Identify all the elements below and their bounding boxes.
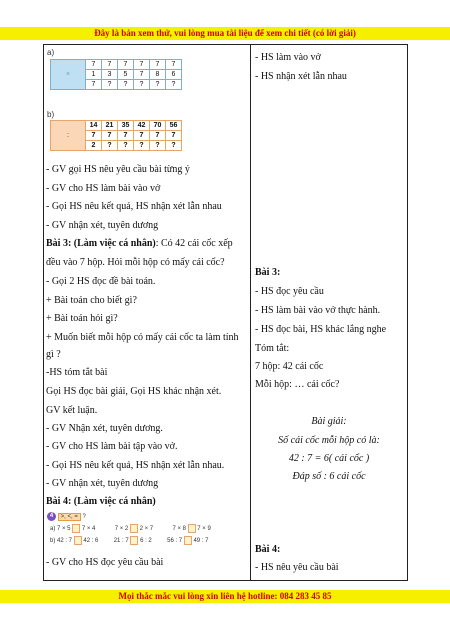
question-mark: ? [82, 514, 86, 521]
text-line: - HS nhận xét lẫn nhau [255, 71, 347, 82]
cell: 7 [166, 131, 182, 141]
text-line: + Bài toán hỏi gì? [46, 313, 118, 324]
cell: 5 [118, 70, 134, 80]
answer-box [130, 536, 138, 545]
cell: 35 [118, 121, 134, 131]
text-line: - HS đọc yêu cầu [255, 286, 324, 297]
text-line: + Bài toán cho biết gì? [46, 295, 137, 306]
expression: a) 7 × 5 [50, 526, 71, 533]
cell: 7 [102, 131, 118, 141]
text-line: - GV cho HS làm bài tập vào vở. [46, 441, 178, 452]
text-line: -HS tóm tắt bài [46, 367, 108, 378]
exercise-4-heading: Bài 4: (Làm việc cá nhân) [46, 496, 156, 507]
text-line: 7 hộp: 42 cái cốc [255, 361, 324, 372]
cell: ? [150, 80, 166, 90]
comparison-operators: >, <, = [58, 513, 81, 521]
expression: 2 × 7 [139, 526, 154, 533]
expression: 7 × 9 [197, 526, 211, 533]
cell: 1 [86, 70, 102, 80]
division-table [50, 120, 182, 151]
cell: 14 [86, 121, 102, 131]
cell: 7 [118, 60, 134, 70]
text-line: - GV Nhận xét, tuyên dương. [46, 423, 163, 434]
text-line: + Muốn biết mỗi hộp có mấy cái cốc ta làm tính [46, 332, 239, 343]
cell: 7 [134, 70, 150, 80]
text-line: gì ? [46, 349, 61, 360]
cell: ? [118, 80, 134, 90]
preview-banner: Đây là bản xem thử, vui lòng mua tài liệu để xem chi tiết (có lời giải) [0, 27, 450, 40]
text-line: - HS làm bài vào vở thực hành. [255, 305, 381, 316]
text-line: - GV gọi HS nêu yêu cầu bài từng ý [46, 164, 190, 175]
solution-answer: Đáp số : 6 cái cốc [292, 471, 366, 482]
exercise-number-badge: 4 [47, 512, 56, 521]
text-line: - Gọi HS nêu kết quả, HS nhận xét lẫn nhau. [46, 460, 225, 471]
text-line: Tóm tắt: [255, 343, 290, 354]
text-line: - HS đọc bài, HS khác lắng nghe [255, 324, 387, 335]
cell: 8 [150, 70, 166, 80]
exercise-3-heading-right: Bài 3: [255, 267, 281, 278]
exercise-4-row-a [50, 524, 211, 533]
answer-box [130, 524, 138, 533]
text-line: Mỗi hộp: … cái cốc? [255, 379, 340, 390]
hotline-banner: Mọi thắc mắc vui lòng xin liên hệ hotline: 084 283 45 85 [0, 590, 450, 603]
cell: ? [102, 141, 118, 151]
text-line: GV kết luận. [46, 405, 98, 416]
expression: b) 42 : 7 [50, 538, 73, 545]
solution-line: Số cái cốc mỗi hộp có là: [278, 435, 380, 446]
cell: 70 [150, 121, 166, 131]
cell: ? [166, 141, 182, 151]
cell: 7 [102, 60, 118, 70]
cell: 3 [102, 70, 118, 80]
exercise-4-image [47, 512, 86, 521]
text-line: - HS nêu yêu cầu bài [255, 562, 339, 573]
text-line: - GV cho HS làm bài vào vở [46, 183, 161, 194]
expression: 21 : 7 [113, 538, 129, 545]
text-line: - GV nhận xét, tuyên dương [46, 220, 159, 231]
cell: 7 [86, 131, 102, 141]
expression: 56 : 7 [167, 538, 183, 545]
expression: 42 : 6 [83, 538, 99, 545]
cell: 6 [166, 70, 182, 80]
answer-box [74, 536, 82, 545]
multiplication-table [50, 59, 182, 90]
cell: 2 [86, 141, 102, 151]
solution-heading: Bài giải: [311, 416, 347, 427]
cell: ? [134, 80, 150, 90]
cell: 7 [86, 80, 102, 90]
cell: 7 [150, 131, 166, 141]
exercise-3-heading: Bài 3: (Làm việc cá nhân): Có 42 cái cốc xếp [46, 238, 233, 249]
answer-box [72, 524, 80, 533]
solution-line: 42 : 7 = 6( cái cốc ) [288, 453, 370, 464]
text-line: - HS làm vào vở [255, 52, 321, 63]
multiply-sign: × [51, 60, 86, 90]
cell: 7 [134, 60, 150, 70]
cell: 7 [118, 131, 134, 141]
cell: 7 [150, 60, 166, 70]
cell: 42 [134, 121, 150, 131]
text-line: - GV cho HS đọc yêu cầu bài [46, 557, 164, 568]
cell: 7 [166, 60, 182, 70]
expression: 7 × 2 [114, 526, 129, 533]
answer-box [188, 524, 196, 533]
expression: 6 : 2 [140, 538, 152, 545]
text-line: đều vào 7 hộp. Hỏi mỗi hộp có mấy cái cốc? [46, 257, 225, 268]
expression: 7 × 4 [81, 526, 96, 533]
exercise-b-label: b) [47, 110, 55, 119]
exercise-4-row-b [50, 536, 208, 545]
cell: 7 [86, 60, 102, 70]
exercise-a-label: a) [47, 48, 55, 57]
cell: ? [118, 141, 134, 151]
column-divider [250, 44, 251, 581]
cell: 56 [166, 121, 182, 131]
expression: 49 : 7 [193, 538, 209, 545]
text-line: - Gọi 2 HS đọc đề bài toán. [46, 276, 156, 287]
exercise-4-heading-right: Bài 4: [255, 544, 281, 555]
cell: ? [102, 80, 118, 90]
cell: ? [166, 80, 182, 90]
expression: 7 × 8 [172, 526, 186, 533]
cell: ? [134, 141, 150, 151]
cell: ? [150, 141, 166, 151]
text-line: Gọi HS đọc bài giải, Gọi HS khác nhận xét. [46, 386, 222, 397]
text-line: - GV nhận xét, tuyên dương [46, 478, 159, 489]
divide-sign: : [51, 121, 86, 151]
answer-box [184, 536, 192, 545]
text-line: - Gọi HS nêu kết quả, HS nhận xét lẫn nhau [46, 201, 222, 212]
cell: 7 [134, 131, 150, 141]
cell: 21 [102, 121, 118, 131]
